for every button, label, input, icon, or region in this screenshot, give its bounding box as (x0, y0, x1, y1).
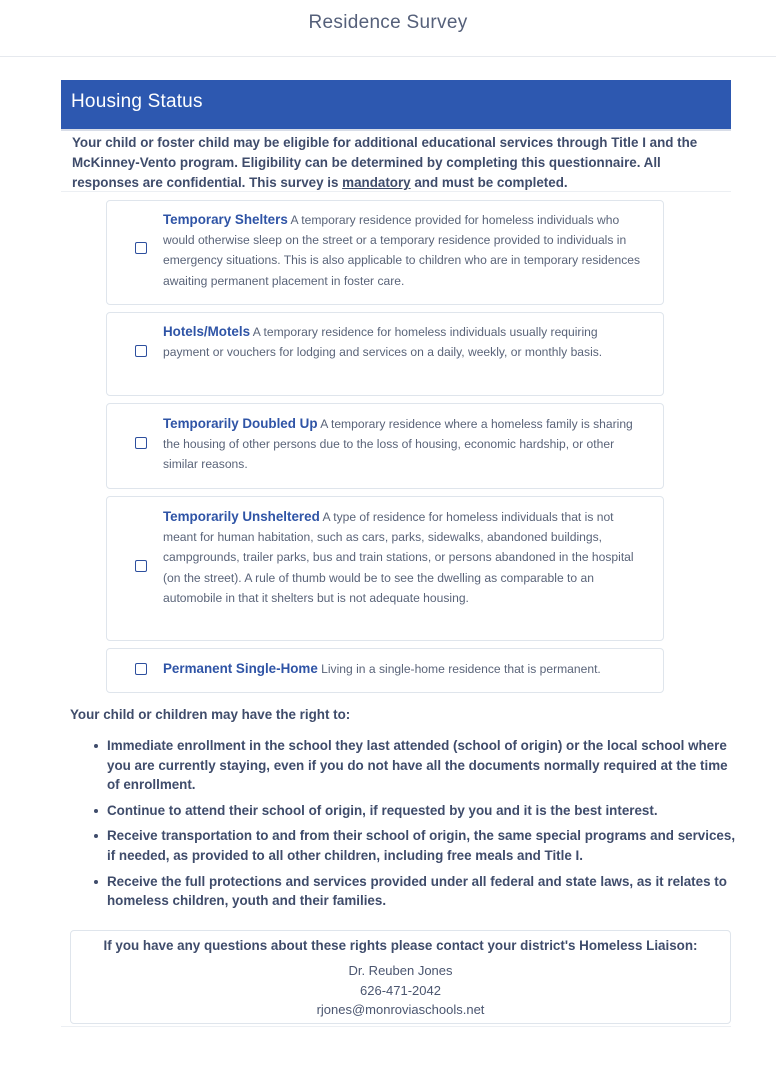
bullet-icon (94, 880, 98, 884)
option-description: Living in a single-home residence that is permanent. (317, 662, 601, 676)
divider (61, 191, 731, 192)
checkbox-temporarily-unsheltered[interactable] (135, 560, 147, 572)
checkbox-permanent-single-home[interactable] (135, 663, 147, 675)
section-title: Housing Status (71, 91, 203, 112)
option-text (163, 507, 641, 608)
checkbox-hotels-motels[interactable] (135, 345, 147, 357)
rights-list (90, 736, 740, 917)
option-label: Temporary Shelters (163, 212, 288, 227)
top-bar (0, 0, 776, 57)
rights-list-item (90, 872, 740, 911)
rights-item-text: Receive transportation to and from their school of origin, the same special programs and services, if needed, as provided to all other children, including free meals and Title I. (107, 828, 736, 863)
rights-item-text: Receive the full protections and services provided under all federal and state laws, as it relates to homeless children, youth and their families. (107, 873, 727, 909)
option-label: Hotels/Motels (163, 324, 251, 339)
option-description: A temporary residence where a homeless family is sharing the housing of other persons due to the loss of housing, economic hardship, or other similar reasons. (163, 417, 633, 472)
rights-item-text: Immediate enrollment in the school they last attended (school of origin) or the local school where you are currently staying, even if you do not have all the documents normally required at the time of enrollment. (107, 738, 728, 793)
checkbox-temporarily-doubled-up[interactable] (135, 437, 147, 449)
checkbox-temporary-shelters[interactable] (135, 242, 147, 254)
option-temporary-shelters[interactable] (106, 200, 664, 305)
option-temporarily-unsheltered[interactable] (106, 496, 664, 641)
option-description: A type of residence for homeless individuals that is not meant for human habitation, such as cars, parks, sidewalks, abandoned buildings, campgrounds, trailer parks, bus and train stations, or persons abandoned in the hospital (on the street). A rule of thumb would be to see the dwelling as comparable to an automobile in that it shelters but is not adequate housing. (163, 510, 634, 605)
option-label: Temporarily Unsheltered (163, 509, 320, 524)
option-text (163, 414, 641, 475)
option-label: Temporarily Doubled Up (163, 416, 318, 431)
option-text (163, 322, 641, 362)
divider (61, 1026, 731, 1027)
rights-list-item (90, 826, 740, 865)
contact-email: rjones@monroviaschools.net (316, 1002, 485, 1017)
rights-list-item (90, 801, 740, 821)
contact-question: If you have any questions about these rights please contact your district's Homeless Liaison: (103, 938, 698, 953)
intro-text-after: and must be completed. (410, 175, 568, 190)
mandatory-text: mandatory (342, 175, 411, 190)
option-label: Permanent Single-Home (163, 661, 318, 676)
option-description: A temporary residence provided for homeless individuals who would otherwise sleep on the street or a temporary residence provided to individuals in emergency situations. This is also applicable to children who are in temporary residences awaiting permanent placement in foster care. (163, 213, 641, 288)
section-header (61, 80, 731, 131)
option-hotels-motels[interactable] (106, 312, 664, 396)
intro-text (72, 133, 722, 193)
contact-name: Dr. Reuben Jones (348, 963, 453, 978)
option-text (163, 210, 641, 291)
bullet-icon (94, 809, 98, 813)
intro-text-before: Your child or foster child may be eligible for additional educational services through Title I and the McKinney-Vento program. Eligibility can be determined by completing this questionnaire. All responses are confidential. This survey is (72, 135, 698, 190)
option-temporarily-doubled-up[interactable] (106, 403, 664, 489)
contact-phone: 626-471-2042 (360, 983, 441, 998)
contact-card (70, 930, 731, 1024)
bullet-icon (94, 744, 98, 748)
option-permanent-single-home[interactable] (106, 648, 664, 693)
bullet-icon (94, 834, 98, 838)
rights-item-text: Continue to attend their school of origin, if requested by you and it is the best interest. (107, 802, 658, 818)
rights-intro: Your child or children may have the right to: (70, 707, 351, 722)
rights-list-item (90, 736, 740, 795)
option-description: A temporary residence for homeless individuals usually requiring payment or vouchers for lodging and services on a daily, weekly, or monthly basis. (163, 325, 603, 360)
option-text (163, 659, 641, 679)
page-title: Residence Survey (308, 12, 468, 33)
